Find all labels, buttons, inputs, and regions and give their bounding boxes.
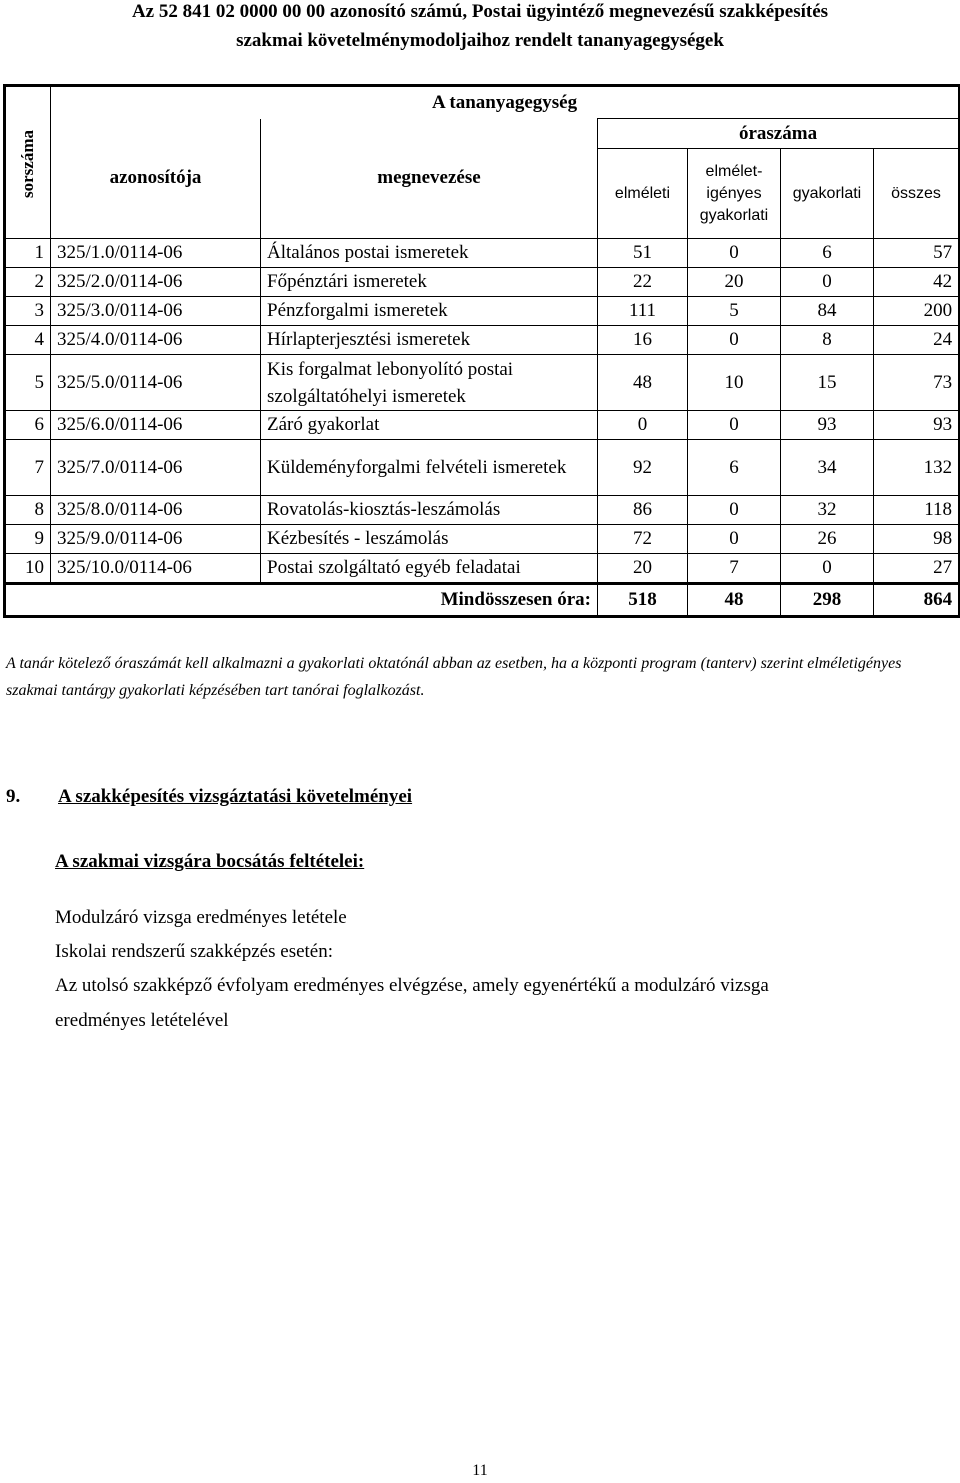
table-row: 1 325/1.0/0114-06 Általános postai ismeretek 51 0 6 57 [5, 239, 960, 268]
body-line-1: Modulzáró vizsga eredményes letétele [55, 907, 347, 928]
total-elmeletigenyes: 48 [688, 584, 781, 617]
header-tananyagegyseg: A tananyagegység [51, 86, 960, 119]
title-line-1: Az 52 841 02 0000 00 00 azonosító számú, Postai ügyintéző megnevezésű szakképesítés [131, 1, 829, 22]
section-title: A szakképesítés vizsgáztatási követelményei [58, 786, 413, 807]
total-label: Mindösszesen óra: [5, 584, 598, 617]
table-row: 4 325/4.0/0114-06 Hírlapterjesztési ismeretek 16 0 8 24 [5, 326, 960, 355]
curriculum-table [3, 84, 960, 618]
title-line-2: szakmai követelménymodoljaihoz rendelt tananyagegységek [236, 30, 724, 51]
table-row: 10 325/10.0/0114-06 Postai szolgáltató egyéb feladatai 20 7 0 27 [5, 554, 960, 584]
body-line-4: eredményes letételével [55, 1010, 229, 1031]
total-elmeleti: 518 [598, 584, 688, 617]
total-row [5, 584, 960, 617]
table-row: 5 325/5.0/0114-06 Kis forgalmat lebonyolító postai szolgáltatóhelyi ismeretek 48 10 15 73 [5, 355, 960, 411]
page-number: 11 [472, 1462, 488, 1479]
table-row: 9 325/9.0/0114-06 Kézbesítés - leszámolás 72 0 26 98 [5, 525, 960, 554]
section-number: 9. [6, 786, 21, 807]
header-elmeletigenyes-gyakorlati: elmélet- igényes gyakorlati [688, 149, 781, 239]
table-row: 8 325/8.0/0114-06 Rovatolás-kiosztás-leszámolás 86 0 32 118 [5, 496, 960, 525]
subsection-heading: A szakmai vizsgára bocsátás feltételei: [55, 851, 365, 872]
teacher-note: A tanár kötelező óraszámát kell alkalmazni a gyakorlati oktatónál abban az esetben, ha a központi program (tanterv) szerint elméletigényes szakmai tantárgy gyakorlati képzésében tart tanórai foglalkozást. [6, 655, 902, 699]
table-row: 6 325/6.0/0114-06 Záró gyakorlat 0 0 93 93 [5, 411, 960, 440]
table-row: 7 325/7.0/0114-06 Küldeményforgalmi felvételi ismeretek 92 6 34 132 [5, 440, 960, 496]
total-gyakorlati: 298 [781, 584, 874, 617]
header-osszes: összes [874, 149, 960, 239]
header-oraszama: óraszáma [598, 119, 960, 149]
body-line-3: Az utolsó szakképző évfolyam eredményes elvégzése, amely egyenértékű a modulzáró vizsga [55, 975, 769, 996]
header-elmeleti: elméleti [598, 149, 688, 239]
total-osszes: 864 [874, 584, 960, 617]
body-line-2: Iskolai rendszerű szakképzés esetén: [55, 941, 334, 962]
header-gyakorlati: gyakorlati [781, 149, 874, 239]
header-sorszama: sorszáma [5, 86, 51, 239]
header-azonositoja: azonosítója [51, 119, 261, 239]
header-megnevezese: megnevezése [261, 119, 598, 239]
table-row: 2 325/2.0/0114-06 Főpénztári ismeretek 22 20 0 42 [5, 268, 960, 297]
table-row: 3 325/3.0/0114-06 Pénzforgalmi ismeretek 111 5 84 200 [5, 297, 960, 326]
